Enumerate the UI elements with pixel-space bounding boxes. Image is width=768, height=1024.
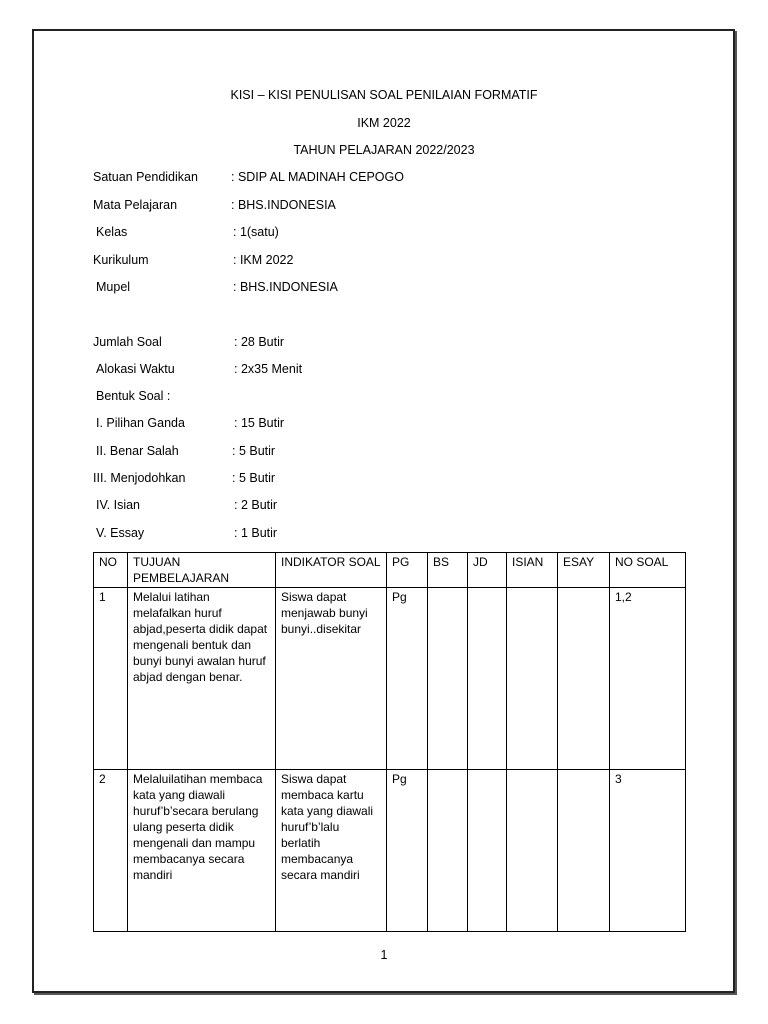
cell-jd (468, 588, 507, 770)
meta-label: II. Benar Salah (96, 444, 179, 458)
meta-label: V. Essay (96, 526, 145, 540)
cell-no-soal: 3 (610, 770, 686, 932)
meta-label: Mupel (96, 280, 131, 294)
meta-value: : IKM 2022 (233, 253, 294, 267)
meta-value: : 1(satu) (233, 225, 279, 239)
document-subtitle: IKM 2022 (357, 116, 411, 130)
header-isian: ISIAN (507, 553, 558, 588)
header-jd: JD (468, 553, 507, 588)
cell-bs (428, 770, 468, 932)
meta-value: : 28 Butir (234, 335, 285, 349)
meta-label: I. Pilihan Ganda (96, 416, 185, 430)
page-number: 1 (380, 948, 388, 962)
header-indikator-soal: INDIKATOR SOAL (276, 553, 387, 588)
cell-tujuan: Melalui latihan melafalkan huruf abjad,peserta didik dapat mengenali bentuk dan bunyi bunyi awalan huruf abjad dengan benar. (128, 588, 276, 770)
meta-value: : SDIP AL MADINAH CEPOGO (231, 170, 404, 184)
meta-value: : 2x35 Menit (234, 362, 303, 376)
cell-jd (468, 770, 507, 932)
header-no: NO (94, 553, 128, 588)
academic-year: TAHUN PELAJARAN 2022/2023 (293, 143, 475, 157)
cell-esay (558, 588, 610, 770)
meta-value: : 1 Butir (234, 526, 278, 540)
cell-indikator: Siswa dapat menjawab bunyi bunyi..disekitar (276, 588, 387, 770)
kisi-table (93, 552, 686, 932)
table-row (94, 588, 686, 770)
meta-label: Mata Pelajaran (93, 198, 178, 212)
meta-value: : BHS.INDONESIA (233, 280, 338, 294)
meta-value: : 15 Butir (234, 416, 285, 430)
meta-label: Alokasi Waktu (96, 362, 175, 376)
cell-isian (507, 588, 558, 770)
cell-pg: Pg (387, 770, 428, 932)
cell-no: 2 (94, 770, 128, 932)
meta-value: : 5 Butir (232, 444, 276, 458)
meta-label: Jumlah Soal (93, 335, 162, 349)
meta-value: : 2 Butir (234, 498, 278, 512)
cell-indikator: Siswa dapat membaca kartu kata yang diawali huruf’b’lalu berlatih membacanya secara mandiri (276, 770, 387, 932)
header-bs: BS (428, 553, 468, 588)
cell-bs (428, 588, 468, 770)
cell-tujuan: Melaluilatihan membaca kata yang diawali huruf’b’secara berulang ulang peserta didik mengenali dan mampu membacanya secara mandiri (128, 770, 276, 932)
cell-no: 1 (94, 588, 128, 770)
meta-label: IV. Isian (96, 498, 141, 512)
header-no-soal: NO SOAL (610, 553, 686, 588)
table-header-row (94, 553, 686, 588)
cell-no-soal: 1,2 (610, 588, 686, 770)
header-tujuan-pembelajaran: TUJUAN PEMBELAJARAN (128, 553, 276, 588)
meta-label: Kurikulum (93, 253, 149, 267)
meta-label: Bentuk Soal : (96, 389, 171, 403)
meta-label: Kelas (96, 225, 128, 239)
cell-isian (507, 770, 558, 932)
cell-esay (558, 770, 610, 932)
meta-value: : 5 Butir (232, 471, 276, 485)
table-row (94, 770, 686, 932)
meta-label: Satuan Pendidikan (93, 170, 198, 184)
meta-label: III. Menjodohkan (93, 471, 186, 485)
header-esay: ESAY (558, 553, 610, 588)
document-title: KISI – KISI PENULISAN SOAL PENILAIAN FORMATIF (230, 88, 538, 102)
header-pg: PG (387, 553, 428, 588)
meta-value: : BHS.INDONESIA (231, 198, 336, 212)
cell-pg: Pg (387, 588, 428, 770)
